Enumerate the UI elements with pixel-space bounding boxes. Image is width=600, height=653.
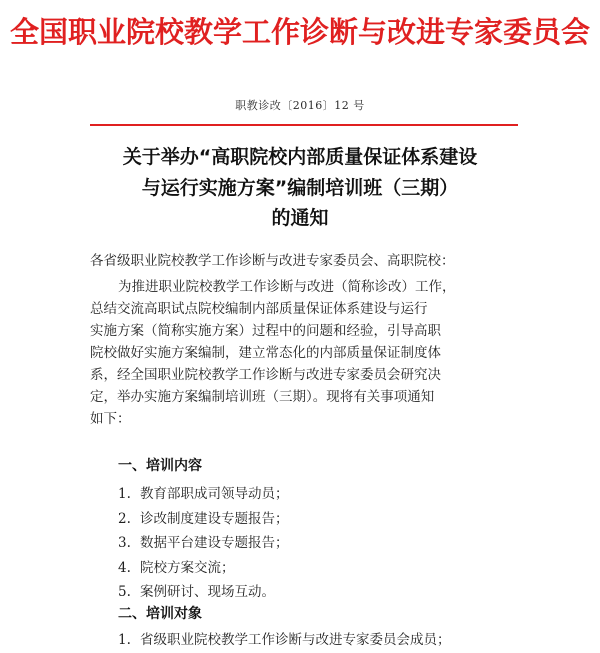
list-item-text: 教育部职成司领导动员； xyxy=(140,486,289,502)
salutation: 各省级职业院校教学工作诊断与改进专家委员会、高职院校： xyxy=(90,253,455,269)
red-divider-rule xyxy=(90,124,518,126)
section-heading-training-audience: 二、培训对象 xyxy=(118,606,202,622)
list-item-text: 案例研讨、现场互动。 xyxy=(140,584,275,600)
list-item-number: 3. xyxy=(118,535,131,551)
paragraph-line: 如下： xyxy=(90,411,131,427)
list-item xyxy=(118,556,289,581)
list-item-number: 5. xyxy=(118,584,131,600)
paragraph-line: 总结交流高职试点院校编制内部质量保证体系建设与运行 xyxy=(90,301,428,317)
title-line-3: 的通知 xyxy=(271,207,329,229)
paragraph-line: 院校做好实施方案编制，建立常态化的内部质量保证制度体 xyxy=(90,345,441,361)
list-item-text: 诊改制度建设专题报告； xyxy=(140,510,289,527)
paragraph-line: 实施方案（简称实施方案）过程中的问题和经验，引导高职 xyxy=(90,323,441,339)
list-item xyxy=(118,482,289,507)
list-item-text: 数据平台建设专题报告； xyxy=(140,535,289,551)
list-item-number: 4. xyxy=(118,559,131,576)
list-item xyxy=(118,628,451,653)
list-item xyxy=(118,531,289,556)
training-audience-list xyxy=(118,628,451,653)
intro-paragraph xyxy=(90,276,520,430)
list-item xyxy=(118,507,289,532)
organization-header: 全国职业院校教学工作诊断与改进专家委员会 xyxy=(9,15,590,49)
title-line-2: 与运行实施方案”编制培训班（三期） xyxy=(141,177,459,199)
section-heading-training-content: 一、培训内容 xyxy=(118,458,202,474)
training-content-list xyxy=(118,482,289,605)
paragraph-line: 定，举办实施方案编制培训班（三期）。现将有关事项通知 xyxy=(90,389,435,405)
list-item-text: 院校方案交流； xyxy=(140,559,235,576)
paragraph-line: 为推进职业院校教学工作诊断与改进（简称诊改）工作， xyxy=(118,279,456,295)
document-number: 职教诊改〔2016〕12 号 xyxy=(235,99,365,112)
list-item xyxy=(118,580,289,605)
list-item-number: 1. xyxy=(118,486,131,502)
paragraph-line: 系，经全国职业院校教学工作诊断与改进专家委员会研究决 xyxy=(90,367,441,383)
list-item-text: 省级职业院校教学工作诊断与改进专家委员会成员； xyxy=(140,632,451,648)
list-item-number: 1. xyxy=(118,632,131,648)
title-line-1: 关于举办“高职院校内部质量保证体系建设 xyxy=(122,146,478,168)
list-item-number: 2. xyxy=(118,510,131,527)
